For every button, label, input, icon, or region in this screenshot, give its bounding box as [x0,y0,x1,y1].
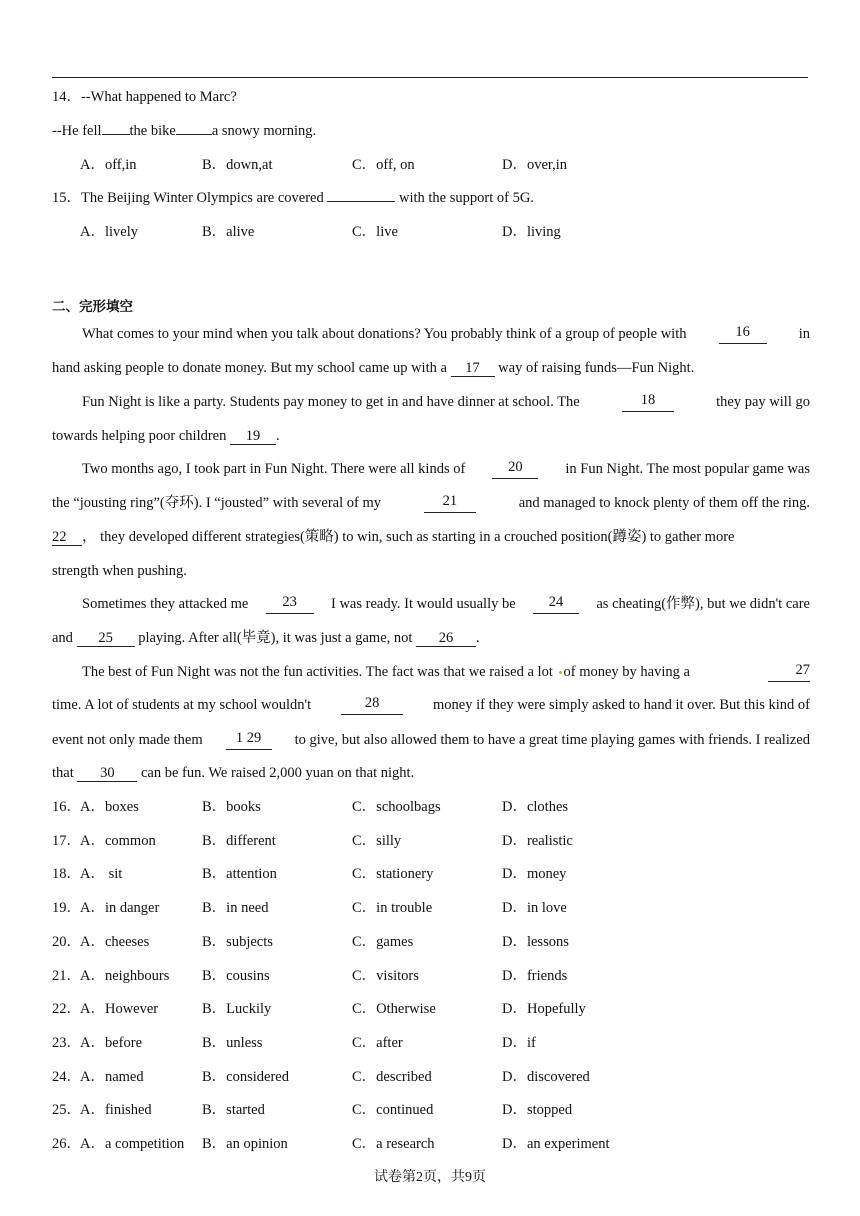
q14-text-a: --He fell [52,123,102,139]
blank-18[interactable]: 18 [622,392,674,412]
question-option-c[interactable]: C．after [352,1034,403,1051]
passage-line [52,527,810,547]
passage-text: and [52,630,73,646]
question-option-a[interactable]: A．named [80,1068,144,1085]
passage-text: way of raising funds—Fun Night. [498,360,695,376]
passage-text: ， they developed different strategies(策略) to win, such as starting in a crouched position(蹲姿) to gather more [82,529,735,545]
question-number: 17． [52,832,81,849]
blank-21[interactable]: 21 [424,493,476,513]
question-option-b[interactable]: B．different [202,832,276,849]
q15-option-c[interactable]: C．live [352,224,398,240]
question-option-d[interactable]: D．lessons [502,933,569,950]
question-option-c[interactable]: C．described [352,1068,432,1085]
q15-text-b: with the support of 5G. [399,190,534,206]
blank-16[interactable]: 16 [719,324,767,344]
question-option-b[interactable]: B．in need [202,900,269,917]
q15-option-a[interactable]: A．lively [80,224,138,240]
passage-text: money if they were simply asked to hand it over. But this kind of [433,697,810,713]
passage-text: Fun Night is like a party. Students pay money to get in and have dinner at school. The [82,394,580,410]
passage-text: What comes to your mind when you talk about donations? You probably think of a group of people with [82,326,687,342]
q14-option-a[interactable]: A．off,in [80,157,137,173]
question-option-c[interactable]: C．stationery [352,866,434,883]
question-option-b[interactable]: B．attention [202,866,277,883]
blank-27[interactable]: 27 [768,662,810,682]
q14-text-c: a snowy morning. [211,123,317,139]
passage-line [82,324,810,344]
q15-text-a: 15．The Beijing Winter Olympics are covered [52,190,324,206]
passage-text: they pay will go [716,394,810,410]
question-option-c[interactable]: C．games [352,933,414,950]
question-option-d[interactable]: D．friends [502,967,568,984]
question-option-d[interactable]: D．money [502,866,567,883]
passage-line [52,730,810,750]
passage-text: towards helping poor children [52,428,227,444]
blank-26[interactable]: 26 [416,630,476,647]
blank-22[interactable]: 22 [52,529,82,546]
passage-line [52,763,810,783]
marker-dot-icon [559,671,562,674]
question-option-d[interactable]: D．if [502,1034,536,1051]
q14-blank-1[interactable] [102,134,130,135]
q15-blank[interactable] [327,201,395,202]
question-option-c[interactable]: C．schoolbags [352,799,441,815]
question-number: 18． [52,866,81,883]
passage-text-group [82,662,690,682]
question-number: 26． [52,1136,81,1152]
blank-23[interactable]: 23 [266,594,314,614]
passage-text: I was ready. It would usually be [330,596,516,612]
passage-text: Sometimes they attacked me [82,596,249,612]
question-number: 22． [52,1001,81,1018]
passage-text: the “jousting ring”(夺环). I “jousted” with several of my [52,495,381,511]
question-option-a[interactable]: A．However [80,1001,159,1018]
blank-30[interactable]: 30 [77,765,137,782]
question-option-d[interactable]: D．realistic [502,832,573,849]
passage-text: . [476,630,480,646]
question-option-c[interactable]: C．Otherwise [352,1001,436,1018]
q15-stem [52,188,534,208]
question-option-b[interactable]: B．books [202,799,261,815]
question-option-a[interactable]: A．before [80,1034,143,1051]
question-option-b[interactable]: B．unless [202,1034,263,1051]
q14-blank-2[interactable] [176,134,212,135]
blank-20[interactable]: 20 [492,459,538,479]
question-option-b[interactable]: B．an opinion [202,1136,288,1152]
question-number: 24． [52,1068,81,1085]
question-option-a[interactable]: A．in danger [80,900,160,917]
q15-option-d[interactable]: D．living [502,224,561,240]
question-option-b[interactable]: B．started [202,1102,265,1119]
question-number: 21． [52,967,81,984]
question-option-a[interactable]: A．common [80,832,156,849]
question-number: 16． [52,799,81,815]
question-option-d[interactable]: D．in love [502,900,567,917]
question-number: 19． [52,900,81,917]
question-option-d[interactable]: D．stopped [502,1102,573,1119]
question-option-a[interactable]: A．neighbours [80,967,170,984]
passage-text: event not only made them [52,732,203,748]
q15-option-b[interactable]: B．alive [202,224,255,240]
question-number: 20． [52,933,81,950]
question-option-c[interactable]: C．in trouble [352,900,433,917]
question-option-d[interactable]: D．an experiment [502,1136,610,1152]
passage-text: . [276,428,280,444]
question-option-a[interactable]: A．finished [80,1102,152,1119]
passage-text: can be fun. We raised 2,000 yuan on that night. [141,765,415,781]
question-option-a[interactable]: A．a competition [80,1136,185,1152]
question-option-d[interactable]: D．discovered [502,1068,590,1085]
question-option-b[interactable]: B．considered [202,1068,289,1085]
passage-text: The best of Fun Night was not the fun activities. The fact was that we raised a lot [82,664,553,680]
passage-text: time. A lot of students at my school wouldn't [52,697,312,713]
q14-option-b[interactable]: B．down,at [202,157,273,173]
top-rule [52,77,808,78]
blank-29[interactable]: 1 29 [226,730,272,750]
blank-28[interactable]: 28 [341,695,403,715]
passage-line [82,662,810,682]
passage-text: in Fun Night. The most popular game was [565,461,810,477]
blank-24[interactable]: 24 [533,594,579,614]
q14-option-c[interactable]: C．off, on [352,157,415,173]
passage-text: to give, but also allowed them to have a great time playing games with friends. I realized [294,732,810,748]
passage-line: strength when pushing. [52,563,187,579]
q14-stem: 14．--What happened to Marc? [52,89,237,105]
question-option-a[interactable]: A． sit [80,866,123,883]
question-option-c[interactable]: C．visitors [352,967,419,984]
blank-17[interactable]: 17 [451,360,495,377]
passage-text: Two months ago, I took part in Fun Night. There were all kinds of [82,461,466,477]
passage-line [82,392,810,412]
question-option-d[interactable]: D．clothes [502,799,569,815]
passage-text: in [798,326,810,342]
passage-text: as cheating(作弊), but we didn't care [596,596,810,612]
question-number: 25． [52,1102,81,1119]
question-option-c[interactable]: C．silly [352,832,402,849]
question-option-b[interactable]: B．subjects [202,933,273,950]
q14-text-b: the bike [129,123,176,139]
passage-text: playing. After all(毕竟), it was just a game, not [138,630,413,646]
section-heading: 二、完形填空 [52,299,133,315]
question-option-b[interactable]: B．cousins [202,967,270,984]
question-option-b[interactable]: B．Luckily [202,1001,272,1018]
passage-line [52,628,810,648]
passage-line [52,493,810,513]
passage-line [52,426,810,446]
passage-text: and managed to knock plenty of them off the ring. [518,495,810,511]
page-footer: 试卷第2页，共9页 [374,1170,486,1185]
q14-answer-line [52,121,316,141]
question-option-a[interactable]: A．cheeses [80,933,150,950]
blank-19[interactable]: 19 [230,428,276,445]
question-option-c[interactable]: C．a research [352,1136,435,1152]
passage-text: that [52,765,74,781]
passage-line [82,594,810,614]
passage-text: of money by having a [563,664,690,680]
question-number: 23． [52,1034,81,1051]
question-option-a[interactable]: A．boxes [80,799,139,815]
passage-line [82,459,810,479]
blank-25[interactable]: 25 [77,630,135,647]
passage-text: hand asking people to donate money. But my school came up with a [52,360,447,376]
passage-line [52,695,810,715]
passage-line [52,358,810,378]
question-option-c[interactable]: C．continued [352,1102,434,1119]
q14-option-d[interactable]: D．over,in [502,157,568,173]
question-option-d[interactable]: D．Hopefully [502,1001,586,1018]
